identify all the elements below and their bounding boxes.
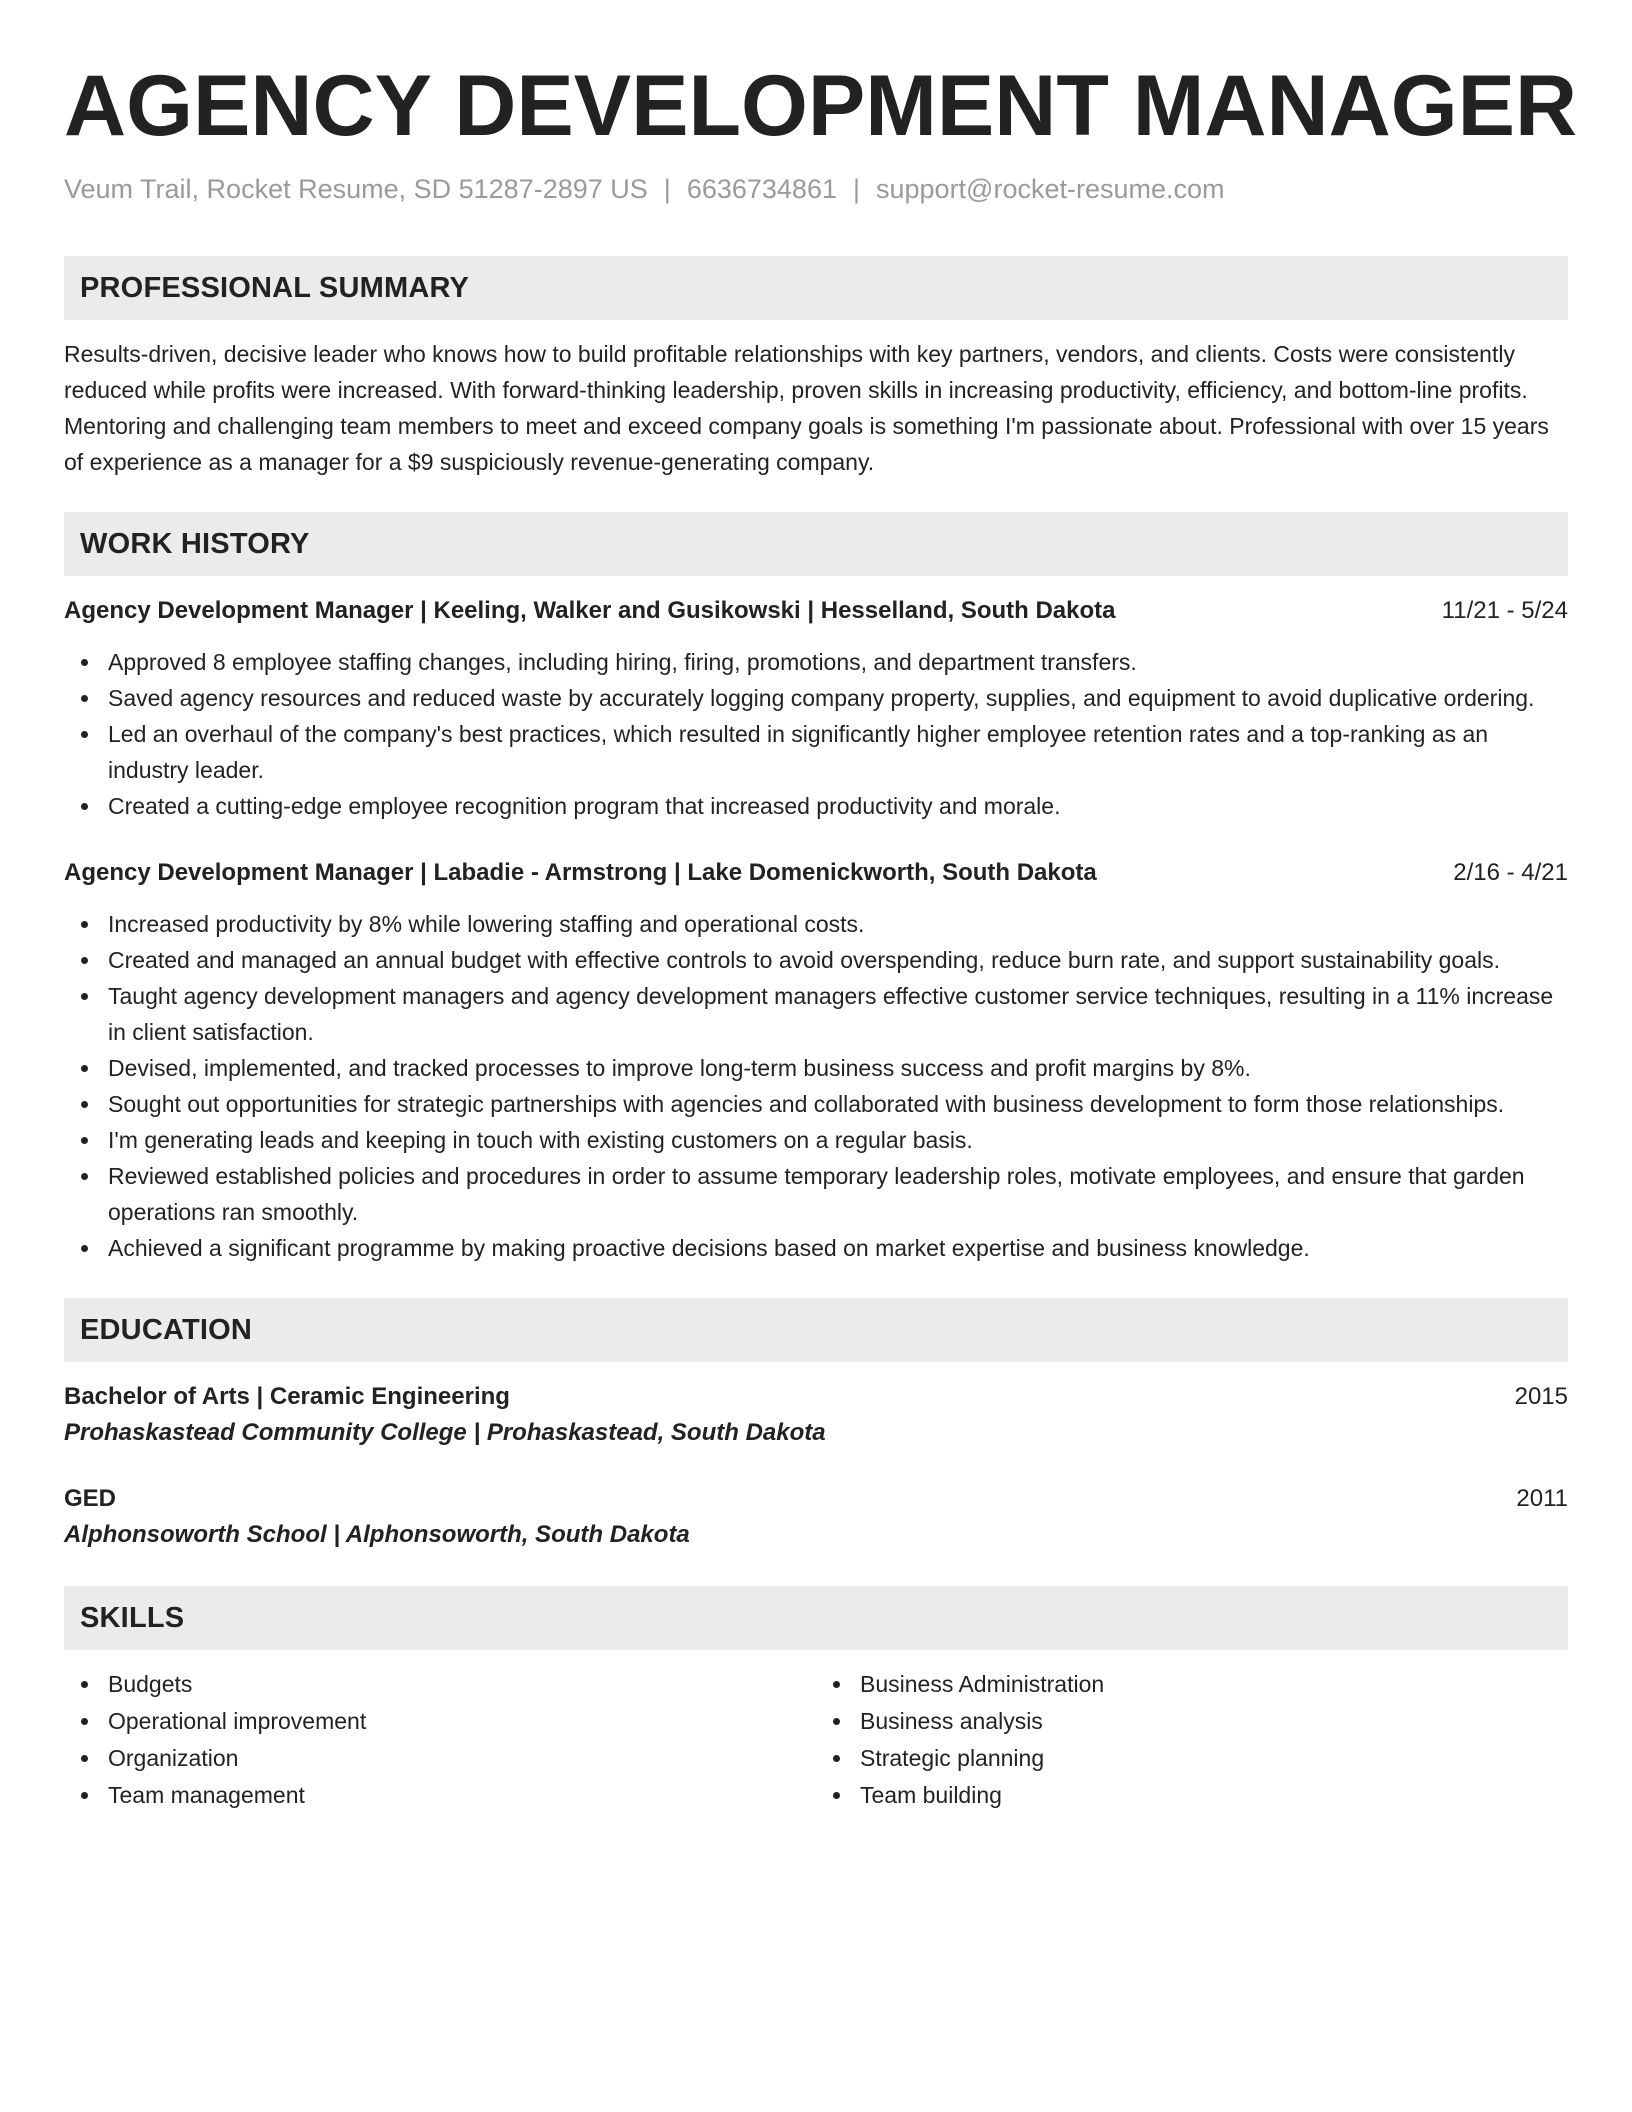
job-bullet: Devised, implemented, and tracked processes to improve long-term business success and profit margins by 8%.	[64, 1050, 1568, 1086]
education-degree: Bachelor of Arts | Ceramic Engineering	[64, 1383, 510, 1410]
job-bullet: Sought out opportunities for strategic partnerships with agencies and collaborated with business development to form those relationships.	[64, 1086, 1568, 1122]
job-bullet: Taught agency development managers and agency development managers effective customer service techniques, resulting in a 11% increase in client satisfaction.	[64, 978, 1568, 1050]
resume-name: AGENCY DEVELOPMENT MANAGER	[64, 58, 1578, 154]
section-header-skills: SKILLS	[64, 1586, 1568, 1650]
job-bullet: Created and managed an annual budget with effective controls to avoid overspending, reduce burn rate, and support sustainability goals.	[64, 942, 1568, 978]
skill-item: Business Administration	[816, 1666, 1568, 1703]
job-bullet: Created a cutting-edge employee recognition program that increased productivity and morale.	[64, 788, 1568, 824]
skill-item: Organization	[64, 1740, 816, 1777]
contact-email: support@rocket-resume.com	[876, 174, 1225, 204]
job-dates: 11/21 - 5/24	[1441, 597, 1568, 624]
education-entry	[64, 1380, 1568, 1452]
job-bullets	[64, 906, 1568, 1266]
job-bullet: Increased productivity by 8% while lowering staffing and operational costs.	[64, 906, 1568, 942]
contact-line	[64, 172, 1568, 206]
job-title: Agency Development Manager | Labadie - Armstrong | Lake Domenickworth, South Dakota	[64, 859, 1097, 886]
section-header-summary: PROFESSIONAL SUMMARY	[64, 256, 1568, 320]
skills-list	[64, 1666, 1568, 1814]
job-bullet: I'm generating leads and keeping in touch with existing customers on a regular basis.	[64, 1122, 1568, 1158]
skill-item: Business analysis	[816, 1703, 1568, 1740]
job-entry	[64, 594, 1568, 824]
contact-separator: |	[663, 174, 671, 204]
job-bullet: Saved agency resources and reduced waste by accurately logging company property, supplies, and equipment to avoid duplicative ordering.	[64, 680, 1568, 716]
education-school: Alphonsoworth School | Alphonsoworth, South Dakota	[64, 1521, 690, 1548]
section-header-education: EDUCATION	[64, 1298, 1568, 1362]
education-school: Prohaskastead Community College | Prohaskastead, South Dakota	[64, 1419, 826, 1446]
education-year: 2011	[1516, 1485, 1568, 1512]
skill-item: Team building	[816, 1777, 1568, 1814]
skill-item: Team management	[64, 1777, 816, 1814]
job-entry	[64, 856, 1568, 1266]
education-header	[64, 1482, 1568, 1516]
job-bullet: Led an overhaul of the company's best practices, which resulted in significantly higher employee retention rates and a top-ranking as an industry leader.	[64, 716, 1568, 788]
contact-phone: 6636734861	[686, 174, 837, 204]
education-year: 2015	[1514, 1383, 1568, 1410]
education-degree: GED	[64, 1485, 117, 1512]
job-bullet: Reviewed established policies and procedures in order to assume temporary leadership roles, motivate employees, and ensure that garden operations ran smoothly.	[64, 1158, 1568, 1230]
section-header-work-history: WORK HISTORY	[64, 512, 1568, 576]
job-header	[64, 594, 1568, 628]
job-bullet: Achieved a significant programme by making proactive decisions based on market expertise and business knowledge.	[64, 1230, 1568, 1266]
contact-separator: |	[852, 174, 860, 204]
job-dates: 2/16 - 4/21	[1453, 859, 1568, 886]
contact-address: Veum Trail, Rocket Resume, SD 51287-2897 US	[64, 174, 648, 204]
skills-column-left	[64, 1666, 816, 1814]
job-bullet: Approved 8 employee staffing changes, including hiring, firing, promotions, and department transfers.	[64, 644, 1568, 680]
skill-item: Strategic planning	[816, 1740, 1568, 1777]
job-bullets	[64, 644, 1568, 824]
education-header	[64, 1380, 1568, 1414]
education-entry	[64, 1482, 1568, 1554]
summary-text: Results-driven, decisive leader who knows how to build profitable relationships with key partners, vendors, and clients. Costs were consistently reduced while profits were increased. With forward-thinking leadership, proven skills in increasing productivity, efficiency, and bottom-line profits. Mentoring and challenging team members to meet and exceed company goals is something I'm passionate about. Professional with over 15 years of experience as a manager for a $9 suspiciously revenue-generating company.	[64, 341, 1549, 475]
skill-item: Operational improvement	[64, 1703, 816, 1740]
job-header	[64, 856, 1568, 890]
skills-column-right	[816, 1666, 1568, 1814]
job-title: Agency Development Manager | Keeling, Walker and Gusikowski | Hesselland, South Dakota	[64, 597, 1116, 624]
skill-item: Budgets	[64, 1666, 816, 1703]
